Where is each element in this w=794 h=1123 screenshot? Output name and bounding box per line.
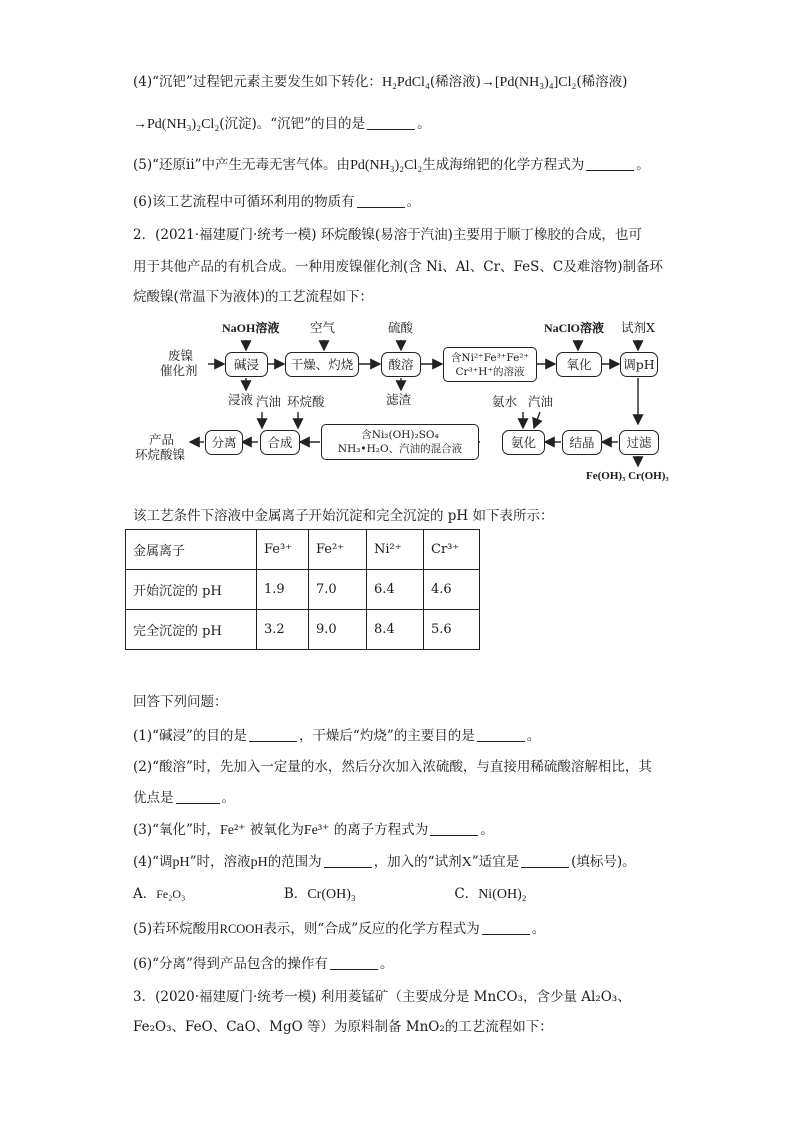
step-label: 酸溶 — [388, 356, 414, 372]
answer-blank[interactable] — [357, 193, 405, 208]
step-acid-dissolve — [381, 352, 421, 377]
q2-s1-text2: ，干燥后“灼烧”的主要目的是 — [298, 728, 475, 744]
solution-line2: Cr³⁺H⁺的溶液 — [455, 365, 525, 378]
q2-s4-text2: ”时，溶液 — [189, 854, 251, 870]
arrow-gasoline2 — [534, 412, 540, 428]
label-feed-2: 催化剂 — [160, 363, 198, 378]
q2-s3-text2: 被氧化为 — [249, 822, 304, 838]
q1-p6-text: (6)该工艺流程中可循环利用的物质有 — [133, 194, 355, 210]
table-header-cell: Fe²⁺ — [309, 530, 367, 570]
label-ammonia: 氨水 — [492, 394, 518, 409]
table-header-row — [126, 530, 480, 570]
q2-intro-line3: 烷酸镍(常温下为液体)的工艺流程如下： — [133, 289, 374, 305]
step-dry-calcine — [285, 352, 359, 377]
formula-h2pdcl4: H₂PdCl₄ — [381, 75, 430, 90]
symbol-ph: pH — [172, 855, 190, 870]
q2-s4-text5: ”适宜是 — [471, 854, 520, 870]
q1-p4-text: (4)“沉钯”过程钯元素主要发生如下转化： — [133, 74, 382, 90]
punct: 。 — [526, 728, 541, 744]
formula-pd-complex: [Pd(NH₃)₄]Cl₂ — [494, 75, 577, 90]
punct: 。 — [480, 822, 494, 838]
option-letter: A． — [133, 886, 157, 902]
table-header-cell: Ni²⁺ — [367, 530, 424, 570]
process-flowchart — [135, 312, 700, 492]
label-precipitate: Fe(OH)₃ Cr(OH)₃ — [586, 470, 669, 482]
answer-intro: 回答下列问题： — [133, 694, 228, 710]
answer-blank[interactable] — [430, 821, 478, 836]
answer-blank[interactable] — [367, 115, 415, 130]
mixture-box — [321, 424, 479, 460]
step-label: 过滤 — [626, 434, 652, 450]
symbol-ph: pH — [250, 855, 268, 870]
step-filter — [619, 430, 659, 455]
table-cell: 9.0 — [309, 610, 367, 650]
q3-intro-line2: Fe₂O₃、FeO、CaO、MgO 等）为原料制备 MnO₂的工艺流程如下： — [133, 1019, 553, 1035]
option-b[interactable] — [284, 886, 356, 902]
label-feed-1: 废镍 — [168, 348, 194, 363]
q2-s5-text2: 表示，则“合成”反应的化学方程式为 — [263, 921, 480, 937]
answer-blank[interactable] — [330, 955, 378, 970]
label-acid: 硫酸 — [388, 320, 414, 335]
q2-s6-text: (6)“分离”得到产品包含的操作有 — [133, 956, 328, 972]
option-c[interactable] — [454, 886, 526, 902]
label-residue: 滤渣 — [386, 392, 412, 407]
punct: 。 — [221, 790, 235, 806]
label-leachate: 浸液 — [228, 392, 254, 407]
mixture-line2: NH₃•H₂O、汽油的混合液 — [337, 443, 463, 455]
formula-rcooh: RCOOH — [219, 922, 264, 936]
q2-sub3 — [133, 820, 494, 841]
option-a[interactable] — [133, 886, 185, 902]
label-gasoline-2: 汽油 — [528, 394, 554, 409]
label-reagent-x: 试剂X — [621, 320, 655, 335]
q1-p5-text2: 生成海绵钯的化学方程式为 — [422, 157, 585, 173]
punct: 。 — [531, 921, 546, 937]
label-naphthenic-acid: 环烷酸 — [287, 394, 325, 409]
label-product-2: 环烷酸镍 — [135, 447, 186, 462]
arrow-icon: → — [480, 75, 495, 90]
step-crystallize — [562, 430, 602, 455]
step-adjust-ph — [620, 352, 658, 377]
step-label: 氧化 — [566, 356, 592, 372]
table-header-cell: Cr³⁺ — [424, 530, 480, 570]
table-header-cell: 金属离子 — [126, 530, 257, 570]
q1-part4-line2 — [133, 114, 431, 135]
table-cell: 6.4 — [367, 570, 424, 610]
q2-s2-text: 优点是 — [133, 790, 174, 806]
table-intro: 该工艺条件下溶液中金属离子开始沉淀和完全沉淀的 pH 如下表所示： — [133, 508, 554, 524]
q2-sub1 — [133, 726, 540, 746]
answer-blank[interactable] — [176, 789, 220, 804]
step-alkali-leach — [225, 352, 268, 377]
arrow-icon: → — [133, 117, 147, 132]
q2-s3-text3: 的离子方程式为 — [333, 822, 429, 838]
step-label: 氨化 — [510, 434, 536, 450]
q2-sub2-line1: (2)“酸溶”时，先加入一定量的水，然后分次加入浓硫酸，与直接用稀硫酸溶解相比，其 — [133, 759, 652, 775]
answer-blank[interactable] — [324, 853, 372, 868]
q2-s4-text3: 的范围为 — [267, 854, 322, 870]
answer-blank[interactable] — [586, 156, 634, 171]
table-cell: 7.0 — [309, 570, 367, 610]
table-cell: 1.9 — [257, 570, 309, 610]
table-cell: 3.2 — [257, 610, 309, 650]
table-cell: 5.6 — [424, 610, 480, 650]
label-product-1: 产品 — [149, 432, 175, 447]
q2-s4-text: (4)“调 — [133, 854, 173, 870]
symbol-x: X — [461, 855, 472, 870]
table-header-cell: Fe³⁺ — [257, 530, 309, 570]
q1-part4-line1 — [133, 72, 627, 93]
formula-pd-nh3-cl2: Pd(NH₃)₂Cl₂ — [147, 117, 220, 132]
option-formula: Ni(OH)₂ — [478, 887, 527, 902]
table-cell: 完全沉淀的 pH — [126, 610, 257, 650]
mixture-line1: 含Ni₂(OH)₂SO₄ — [361, 429, 439, 441]
label-air: 空气 — [310, 320, 336, 335]
answer-blank[interactable] — [482, 920, 530, 935]
q2-sub5 — [133, 919, 545, 939]
label-naclo: NaClO溶液 — [544, 321, 605, 335]
q2-s1-text: (1)“碱浸”的目的是 — [133, 728, 247, 744]
step-separate — [205, 430, 243, 455]
flow-arrows — [140, 312, 700, 492]
punct: 。 — [417, 116, 431, 132]
formula-fe3: Fe³⁺ — [303, 823, 330, 838]
q2-s5-text: (5)若环烷酸用 — [133, 921, 220, 937]
step-label: 干燥、灼烧 — [290, 356, 354, 372]
punct: 。 — [379, 956, 394, 972]
table-row — [126, 610, 480, 650]
note-precipitate: (沉淀)。 — [219, 116, 271, 132]
step-synthesize — [260, 430, 300, 455]
option-letter: B． — [283, 886, 308, 902]
q1-p4-purpose: “沉钯”的目的是 — [270, 116, 366, 132]
note-dilute: (稀溶液) — [429, 74, 481, 90]
q2-s3-text: (3)“氧化”时， — [133, 822, 220, 838]
step-oxidize — [556, 352, 602, 377]
punct: 。 — [406, 194, 421, 210]
note-dilute: (稀溶液) — [576, 74, 628, 90]
answer-blank[interactable] — [477, 727, 525, 742]
q1-part5 — [133, 155, 650, 176]
step-label: 碱浸 — [233, 356, 259, 372]
ph-table — [125, 529, 480, 650]
answer-blank[interactable] — [521, 853, 569, 868]
q3-intro-line1: 3．(2020·福建厦门·统考一模) 利用菱锰矿（主要成分是 MnCO₃，含少量 Al₂O₃、 — [133, 989, 631, 1005]
formula-fe2: Fe²⁺ — [219, 823, 246, 838]
solution-box — [443, 347, 537, 382]
step-label: 调pH — [623, 356, 655, 372]
q2-sub6 — [133, 954, 393, 974]
q1-part6 — [133, 192, 420, 212]
table-cell: 开始沉淀的 pH — [126, 570, 257, 610]
label-gasoline-1: 汽油 — [256, 394, 282, 409]
option-formula: Fe₂O₃ — [156, 887, 186, 901]
step-label: 分离 — [211, 434, 237, 450]
table-row — [126, 570, 480, 610]
table-cell: 4.6 — [424, 570, 480, 610]
step-label: 结晶 — [569, 434, 595, 450]
q1-p5-text: (5)“还原ⅱ”中产生无毒无害气体。由 — [133, 157, 351, 173]
solution-line1: 含Ni²⁺Fe³⁺Fe²⁺ — [450, 351, 530, 364]
q2-sub4 — [133, 852, 636, 873]
q2-s4-end: (填标号)。 — [571, 854, 636, 870]
q2-intro-line1: 2．(2021·福建厦门·统考一模) 环烷酸镍(易溶于汽油)主要用于顺丁橡胶的合成，也可 — [133, 227, 642, 243]
label-naoh: NaOH溶液 — [222, 321, 280, 335]
answer-blank[interactable] — [249, 727, 297, 742]
q2-intro-line2: 用于其他产品的有机合成。一种用废镍催化剂(含 Ni、Al、Cr、FeS、C及难溶物)制备环 — [133, 259, 663, 275]
q2-s4-text4: ，加入的“试剂 — [373, 854, 462, 870]
q2-options — [133, 884, 527, 905]
step-ammoniate — [502, 430, 545, 455]
q2-sub2-line2 — [133, 788, 235, 808]
formula-pd-nh3-cl2: Pd(NH₃)₂Cl₂ — [350, 158, 423, 173]
table-cell: 8.4 — [367, 610, 424, 650]
option-formula: Cr(OH)₃ — [307, 887, 356, 902]
step-label: 合成 — [267, 434, 293, 450]
option-letter: C． — [454, 886, 479, 902]
punct: 。 — [636, 157, 650, 173]
